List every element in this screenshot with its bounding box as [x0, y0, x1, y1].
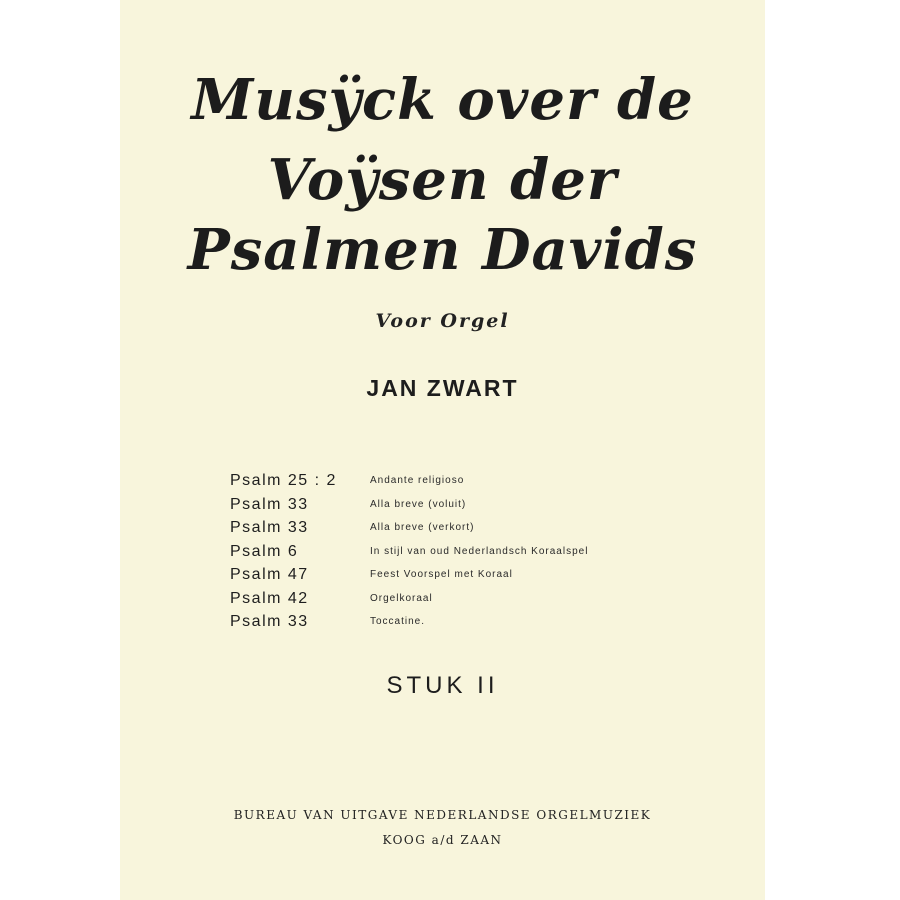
psalm-description: Orgelkoraal: [370, 592, 433, 604]
list-item: [230, 470, 750, 494]
psalm-description: Alla breve (verkort): [370, 522, 475, 533]
psalm-name: Psalm 33: [230, 519, 309, 536]
list-item: [230, 564, 750, 588]
list-item: [230, 517, 750, 541]
part-number: STUK II: [386, 672, 499, 699]
psalm-description: In stijl van oud Nederlandsch Koraalspel: [370, 545, 589, 557]
psalm-name: Psalm 33: [230, 613, 309, 630]
list-item: [230, 494, 750, 518]
psalm-description: Feest Voorspel met Koraal: [370, 569, 513, 580]
composer-name: JAN ZWART: [366, 375, 519, 401]
cover-page: [120, 0, 765, 900]
psalm-list: [230, 470, 750, 635]
psalm-name: Psalm 33: [230, 495, 309, 513]
psalm-name: Psalm 47: [230, 566, 309, 583]
title-line-1: Musÿck over de: [191, 67, 694, 133]
psalm-description: Alla breve (voluit): [370, 498, 467, 510]
list-item: [230, 611, 750, 635]
subtitle: Voor Orgel: [375, 310, 510, 332]
title-line-3: Psalmen Davids: [187, 217, 698, 283]
publisher-location: KOOG a/d ZAAN: [382, 833, 503, 847]
psalm-name: Psalm 42: [230, 589, 309, 607]
list-item: [230, 588, 750, 612]
psalm-name: Psalm 6: [230, 542, 299, 560]
psalm-description: Toccatine.: [370, 616, 426, 627]
publisher-name: BUREAU VAN UITGAVE NEDERLANDSE ORGELMUZIEK: [233, 808, 652, 822]
psalm-description: Andante religioso: [370, 475, 465, 486]
list-item: [230, 541, 750, 565]
psalm-name: Psalm 25 : 2: [230, 472, 337, 489]
title-line-2: Voÿsen der: [267, 147, 618, 213]
